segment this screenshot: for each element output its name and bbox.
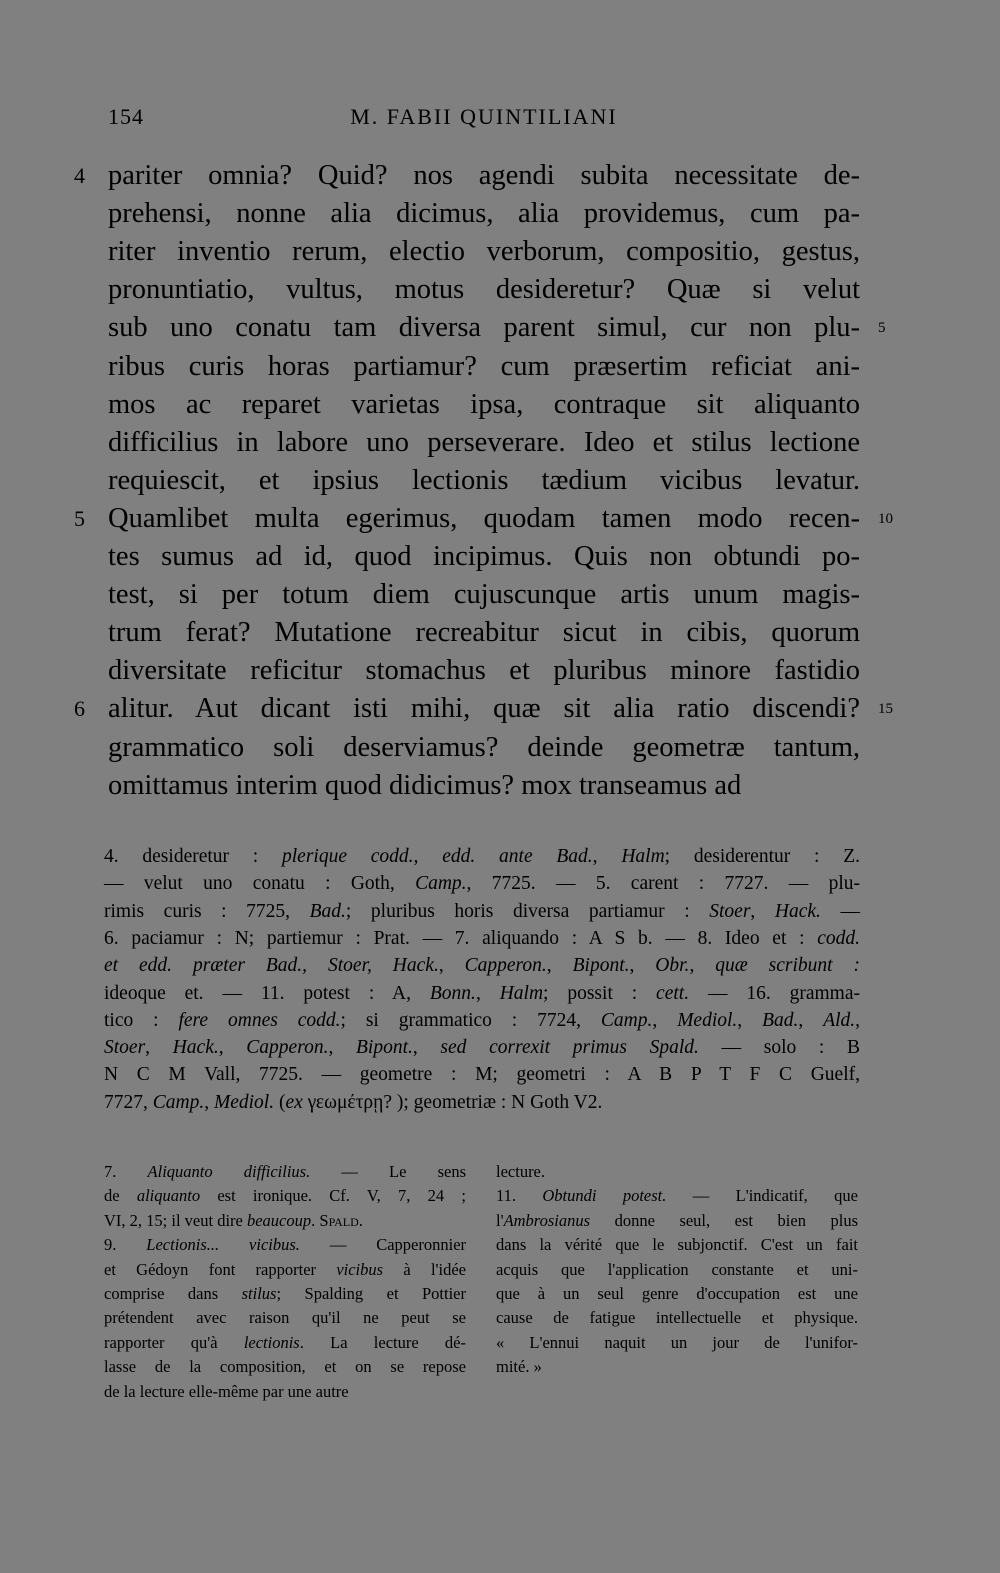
text-segment: , <box>592 846 622 867</box>
text-segment: — L'indicatif, que <box>666 1186 858 1206</box>
text-segment: sed correxit primus Spald. <box>440 1037 699 1059</box>
text-segment: et Gédoyn font rapporter <box>104 1259 337 1279</box>
text-segment: mité. » <box>496 1357 542 1377</box>
text-segment: prétendent avec raison qu'il ne peut se <box>104 1308 466 1328</box>
text-line <box>0 271 1000 309</box>
apparatus-line <box>104 1089 860 1116</box>
text-line <box>0 386 1000 424</box>
commentary-right-line <box>496 1160 858 1184</box>
text-segment: plerique codd., edd. ante Bad. <box>282 846 593 867</box>
text-segment: Halm <box>499 982 544 1004</box>
text-segment: Obr. <box>655 955 690 977</box>
text-segment: de la lecture elle-même par une autre <box>104 1381 349 1401</box>
text-segment: , <box>218 1037 247 1059</box>
commentary-right-line <box>496 1306 858 1330</box>
text-segment: Mediol. <box>213 1091 275 1113</box>
commentary-right-line <box>496 1258 858 1282</box>
text-segment: Bipont. <box>356 1037 413 1059</box>
commentary-left-line <box>104 1184 466 1208</box>
text-segment: acquis que l'application constante et uni- <box>496 1259 858 1279</box>
text-segment: Capperon. <box>246 1037 329 1059</box>
text-line-content: ribus curis horas partiamur? cum præsertim reficiat ani- <box>108 350 860 382</box>
text-segment: Bipont. <box>572 955 630 977</box>
text-segment: Bonn. <box>429 982 476 1004</box>
text-line <box>0 462 1000 500</box>
text-segment: 4. desideretur : <box>104 846 283 867</box>
text-line <box>0 614 1000 652</box>
text-segment: de <box>104 1186 137 1206</box>
text-line <box>0 309 1000 347</box>
text-segment: ; Spalding et Pottier <box>276 1284 466 1303</box>
text-segment: cett. <box>656 982 690 1004</box>
section-number: 5 <box>74 505 85 531</box>
text-line-content: difficilius in labore uno perseverare. Ideo et stilus lectione <box>108 426 860 458</box>
text-segment: l' <box>496 1210 504 1230</box>
text-segment: tico : <box>104 1009 179 1031</box>
text-segment: Stoer <box>104 1037 146 1059</box>
text-segment: 11. <box>496 1186 543 1206</box>
apparatus-line <box>104 843 860 870</box>
text-segment: aliquanto <box>136 1186 201 1206</box>
text-segment: 9. <box>104 1235 147 1255</box>
text-line-content: mos ac reparet varietas ipsa, contraque sit aliquanto <box>108 388 860 420</box>
page-header <box>108 104 860 138</box>
text-segment: VI, 2, 15; il veut dire <box>104 1210 247 1230</box>
text-line-content: test, si per totum diem cujuscunque artis unum magis- <box>108 579 860 611</box>
text-line <box>0 157 1000 195</box>
text-line <box>0 690 1000 728</box>
text-line <box>0 652 1000 690</box>
commentary-left-line <box>104 1331 466 1355</box>
text-line-content: diversitate reficitur stomachus et pluribus minore fastidio <box>108 655 860 687</box>
text-segment: donne seul, est bien plus <box>590 1210 858 1230</box>
text-segment: Mediol. <box>677 1009 738 1031</box>
text-segment: Camp. <box>152 1091 205 1113</box>
text-segment: Hack. <box>172 1037 219 1059</box>
commentary-right-line <box>496 1209 858 1233</box>
commentary-right-line <box>496 1355 858 1379</box>
commentary-left-line <box>104 1160 466 1184</box>
text-segment: ( <box>274 1091 286 1113</box>
text-line-content: grammatico soli deserviamus? deinde geometræ tantum, <box>108 731 860 763</box>
text-segment: comprise dans <box>104 1284 242 1303</box>
text-segment: stilus <box>241 1284 277 1303</box>
text-segment: — Le sens <box>310 1162 467 1181</box>
line-number: 5 <box>878 320 886 337</box>
section-number: 4 <box>74 163 85 188</box>
text-segment: Obtundi potest. <box>542 1186 667 1206</box>
apparatus-line <box>104 980 860 1007</box>
running-head: M. FABII QUINTILIANI <box>350 104 618 129</box>
text-line-content: alitur. Aut dicant isti mihi, quæ sit alia ratio discendi? <box>108 693 860 725</box>
text-segment: ; pluribus horis diversa partiamur : <box>345 900 710 922</box>
text-segment: lectionis <box>243 1332 300 1352</box>
text-segment: , <box>855 1009 861 1031</box>
text-segment: , <box>689 955 716 977</box>
text-segment: Camp. <box>600 1009 653 1031</box>
text-line <box>0 729 1000 767</box>
text-segment: 7727, <box>104 1091 153 1113</box>
text-segment: rimis curis : 7725, <box>104 900 310 922</box>
text-line-content: riter inventio rerum, electio verborum, compositio, gestus, <box>108 236 860 268</box>
text-segment: fere omnes codd. <box>178 1009 341 1031</box>
line-number: 10 <box>878 510 893 527</box>
apparatus-line <box>104 870 860 897</box>
text-segment: , <box>475 982 500 1004</box>
text-segment: — <box>820 900 861 922</box>
commentary-left-line <box>104 1233 466 1257</box>
text-segment: Bad. <box>762 1009 799 1031</box>
line-number: 15 <box>878 701 893 718</box>
text-segment: Spald. <box>319 1210 363 1230</box>
text-segment: Ald. <box>823 1009 856 1031</box>
text-segment: N C M Vall, 7725. — geometre : M; geometri : A B P T F C Guelf, <box>104 1064 860 1086</box>
text-line <box>0 233 1000 271</box>
text-segment: beaucoup <box>246 1210 312 1230</box>
text-segment: . La lecture dé- <box>299 1332 467 1352</box>
text-segment: , <box>438 955 465 977</box>
text-segment: « L'ennui naquit un jour de l'unifor- <box>496 1332 858 1352</box>
text-segment: lasse de la composition, et on se repose <box>104 1357 466 1377</box>
apparatus-line <box>104 1061 860 1088</box>
text-segment: vicibus <box>336 1259 384 1279</box>
text-segment: — velut uno conatu : Goth, <box>104 873 416 895</box>
text-segment: que à un seul genre d'occupation est une <box>496 1284 858 1303</box>
text-segment: et edd. præter Bad., Stoer, Hack. <box>104 955 439 977</box>
text-segment: Halm <box>621 846 665 867</box>
apparatus-line <box>104 1034 860 1061</box>
text-segment: dans la vérité que le subjonctif. C'est un fait <box>496 1235 858 1255</box>
text-segment: lecture. <box>496 1162 546 1181</box>
commentary-left-line <box>104 1258 466 1282</box>
text-segment: 7. <box>104 1162 148 1181</box>
text-segment: , <box>546 955 573 977</box>
text-line-content: requiescit, et ipsius lectionis tædium vicibus levatur. <box>108 464 860 496</box>
text-segment: Stoer <box>709 900 751 922</box>
text-segment: , <box>204 1091 214 1113</box>
text-segment: , <box>652 1009 678 1031</box>
commentary-right-line <box>496 1282 858 1306</box>
text-line-content: tes sumus ad id, quod incipimus. Quis non obtundi po- <box>108 541 860 572</box>
text-segment: , 7725. — 5. carent : 7727. — plu- <box>466 873 860 895</box>
text-segment: quæ scribunt : <box>715 955 861 977</box>
text-line <box>0 767 1000 805</box>
text-segment: ; possit : <box>543 982 657 1004</box>
text-segment: Lectionis... vicibus. <box>146 1235 300 1255</box>
text-segment: , <box>737 1009 763 1031</box>
text-line <box>0 500 1000 538</box>
text-segment: ; si grammatico : 7724, <box>340 1009 601 1031</box>
apparatus-line <box>104 952 860 979</box>
text-line <box>0 348 1000 386</box>
text-line-content: omittamus interim quod didicimus? mox transeamus ad <box>108 769 742 801</box>
apparatus-line <box>104 925 860 952</box>
text-segment: à l'idée <box>383 1259 466 1279</box>
text-segment: , <box>750 900 775 922</box>
text-segment: rapporter qu'à <box>104 1332 244 1352</box>
text-line-content: sub uno conatu tam diversa parent simul, cur non plu- <box>108 312 860 344</box>
apparatus-line <box>104 1007 860 1034</box>
text-line-content: pronuntiatio, vultus, motus desideretur? Quæ si velut <box>108 274 860 306</box>
commentary-left-line <box>104 1355 466 1379</box>
text-segment: ; desiderentur : Z. <box>664 846 861 867</box>
text-segment: , <box>412 1037 441 1059</box>
text-line <box>0 424 1000 462</box>
text-line-content: prehensi, nonne alia dicimus, alia providemus, cum pa- <box>108 198 860 230</box>
text-segment: 6. paciamur : N; partiemur : Prat. — 7. aliquando : A S b. — 8. Ideo et : <box>104 927 818 949</box>
text-segment: — Capperonnier <box>299 1235 467 1255</box>
text-line <box>0 538 1000 576</box>
text-segment: Ambrosianus <box>503 1210 591 1230</box>
text-segment: Bad. <box>309 900 346 922</box>
text-segment: , <box>798 1009 824 1031</box>
text-segment: cause de fatigue intellectuelle et physique. <box>496 1308 858 1328</box>
text-segment: ex <box>285 1091 303 1113</box>
text-segment: γεωμέτρῃ? ); geometriæ : N Goth V2. <box>302 1091 603 1113</box>
text-segment: — solo : B <box>698 1037 861 1059</box>
commentary-right-line <box>496 1233 858 1257</box>
section-number: 6 <box>74 696 85 722</box>
text-segment: . <box>311 1210 320 1230</box>
apparatus-line <box>104 898 860 925</box>
text-segment: , <box>328 1037 356 1059</box>
text-segment: Capperon. <box>464 955 547 977</box>
text-line-content: Quamlibet multa egerimus, quodam tamen modo recen- <box>108 502 860 534</box>
text-segment: Camp. <box>415 873 467 895</box>
commentary-left-line <box>104 1380 466 1404</box>
commentary-left-line <box>104 1282 466 1306</box>
text-line <box>0 576 1000 614</box>
text-segment: , <box>629 955 656 977</box>
commentary-right-line <box>496 1331 858 1355</box>
text-segment: codd. <box>817 927 860 949</box>
page-number: 154 <box>108 104 144 129</box>
commentary-left-line <box>104 1209 466 1233</box>
commentary-left-line <box>104 1306 466 1330</box>
text-line-content: trum ferat? Mutatione recreabitur sicut in cibis, quorum <box>108 617 860 649</box>
text-line <box>0 195 1000 233</box>
text-line-content: pariter omnia? Quid? nos agendi subita necessitate de- <box>108 160 860 191</box>
text-segment: ideoque et. — 11. potest : A, <box>104 982 430 1004</box>
text-segment: , <box>145 1037 173 1059</box>
text-segment: Hack. <box>774 900 821 922</box>
text-segment: est ironique. Cf. V, 7, 24 ; <box>200 1186 466 1206</box>
text-segment: — 16. gramma- <box>689 982 860 1004</box>
text-segment: Aliquanto difficilius. <box>147 1162 311 1181</box>
commentary-right-line <box>496 1184 858 1208</box>
